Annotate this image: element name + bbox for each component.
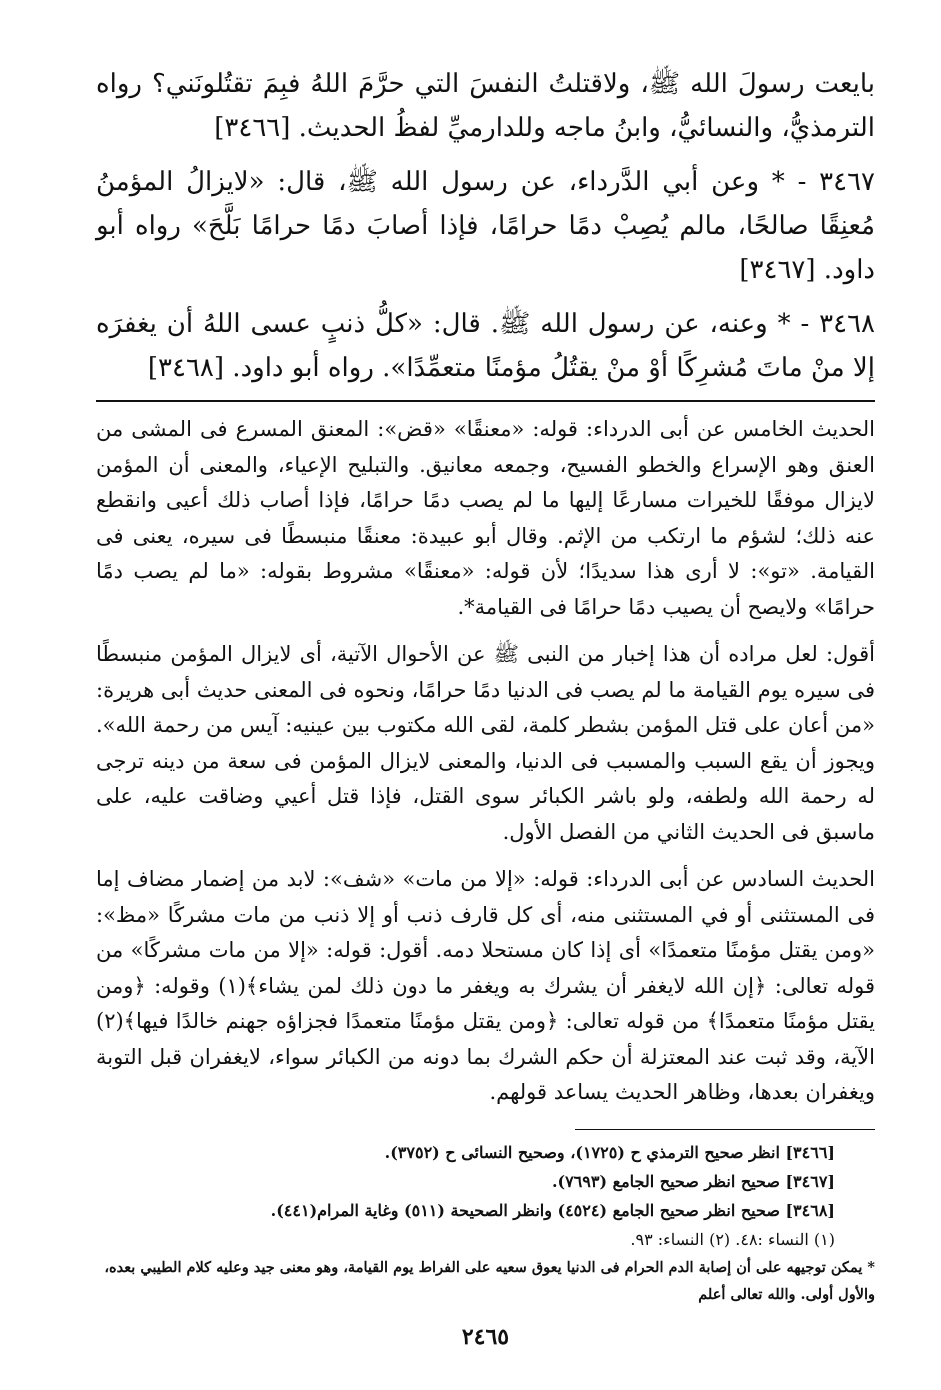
page [96, 62, 875, 1350]
commentary-paragraph-3: الحديث السادس عن أبى الدرداء: قوله: «إلا من مات» «شف»: لابد من إضمار مضاف إما فى المستثنى أو في المستثنى منه، أى كل قارف ذنب أو إلا ذنب من مات مشركًا «مظ»: «ومن يقتل مؤمنًا متعمدًا» أى إذا كان مستحلا دمه. أقول: قوله: «إلا من مات مشركًا» من قوله تعالى: ﴿إن الله لايغفر أن يشرك به ويغفر ما دون ذلك لمن يشاء﴾(١) وقوله: ﴿ومن يقتل مؤمنًا متعمدًا﴾ من قوله تعالى: ﴿ومن يقتل مؤمنًا متعمدًا فجزاؤه جهنم خالدًا فيها﴾(٢) الآية، وقد ثبت عند المعتزلة أن حكم الشرك بما دونه من الكبائر سواء، لايغفران قبل التوبة ويغفران بعدها، وظاهر الحديث يساعد قولهم. [96, 867, 876, 1104]
footnote-2: [٣٤٦٧] صحيح انظر صحيح الجامع (٧٦٩٣). [551, 1171, 835, 1191]
footnote-1: [٣٤٦٦] انظر صحيح الترمذي ح (١٧٢٥)، وصحيح النسائى ح (٣٧٥٢). [384, 1142, 835, 1162]
footnote-3: [٣٤٦٨] صحيح انظر صحيح الجامع (٤٥٢٤) وانظر الصحيحة (٥١١) وغاية المرام(٤٤١). [270, 1200, 835, 1220]
commentary-paragraph-2: أقول: لعل مراده أن هذا إخبار من النبى ﷺ عن الأحوال الآتية، أى لايزال المؤمن منبسطًا فى سيره يوم القيامة ما لم يصب فى الدنيا دمًا حرامًا، ونحوه فى المعنى حديث أبى هريرة: «من أعان على قتل المؤمن بشطر كلمة، لقى الله مكتوب بين عينيه: آيس من رحمة الله». ويجوز أن يقع السبب والمسبب فى الدنيا، والمعنى لايزال المؤمن فى سعة من دينه ترجى له رحمة الله ولطفه، ولو باشر الكبائر سوى القتل، فإذا قتل أعيي وضاقت عليه، على ماسبق فى الحديث الثاني من الفصل الأول. [96, 642, 875, 844]
page-number: ٢٤٦٥ [461, 1324, 510, 1350]
main-divider [96, 400, 875, 402]
hadith-text-2: ٣٤٦٧ - * وعن أبي الدَّرداء، عن رسول الله ﷺ، قال: «لايزالُ المؤمنُ مُعنِقًا صالحًا، مالم يُصِبْ دمًا حرامًا، فإذا أصابَ دمًا حرامًا بَلَّحَ» رواه أبو داود. [٣٤٦٧] [96, 167, 875, 285]
hadith-text-3: ٣٤٦٨ - * وعنه، عن رسول الله ﷺ. قال: «كلُّ ذنبٍ عسى اللهُ أن يغفرَه إلا منْ ماتَ مُشرِكًا أوْ منْ يقتُلُ مؤمنًا متعمِّدًا». رواه أبو داود. [٣٤٦٨] [96, 309, 875, 383]
verse-references: (١) النساء :٤٨. (٢) النساء: ٩٣. [630, 1229, 835, 1249]
editor-note: * يمكن توجيهه على أن إصابة الدم الحرام فى الدنيا يعوق سعيه على الفراط يوم القيامة، وهو معنى جيد وعليه كلام الطيبي بعده، والأول أولى. والله تعالى أعلم [104, 1258, 875, 1303]
commentary-paragraph-1: الحديث الخامس عن أبى الدرداء: قوله: «معنقًا» «قض»: المعنق المسرع فى المشى من العنق وهو الإسراع والخطو الفسيح، وجمعه معانيق. والتبليح الإعياء، والمعنى أن المؤمن لايزال موفقًا للخيرات مسارعًا إليها ما لم يصب دمًا حرامًا، فإذا أصاب ذلك أعيى وانقطع عنه ذلك؛ لشؤم ما ارتكب من الإثم. وقال أبو عبيدة: معنقًا منبسطًا فى سيره، يعنى فى القيامة. «تو»: لا أرى هذا سديدًا؛ لأن قوله: «معنقًا» مشروط بقوله: «ما لم يصب دمًا حرامًا» ولايصح أن يصيب دمًا حرامًا فى القيامة*. [96, 417, 875, 619]
footnote-divider [575, 1129, 875, 1130]
hadith-text-1: بايعت رسولَ الله ﷺ، ولاقتلتُ النفسَ التي حرَّمَ اللهُ فبِمَ تقتُلونَني؟ رواه الترمذيُّ، والنسائيُّ، وابنُ ماجه وللدارميِّ لفظُ الحديث. [٣٤٦٦] [96, 69, 875, 143]
